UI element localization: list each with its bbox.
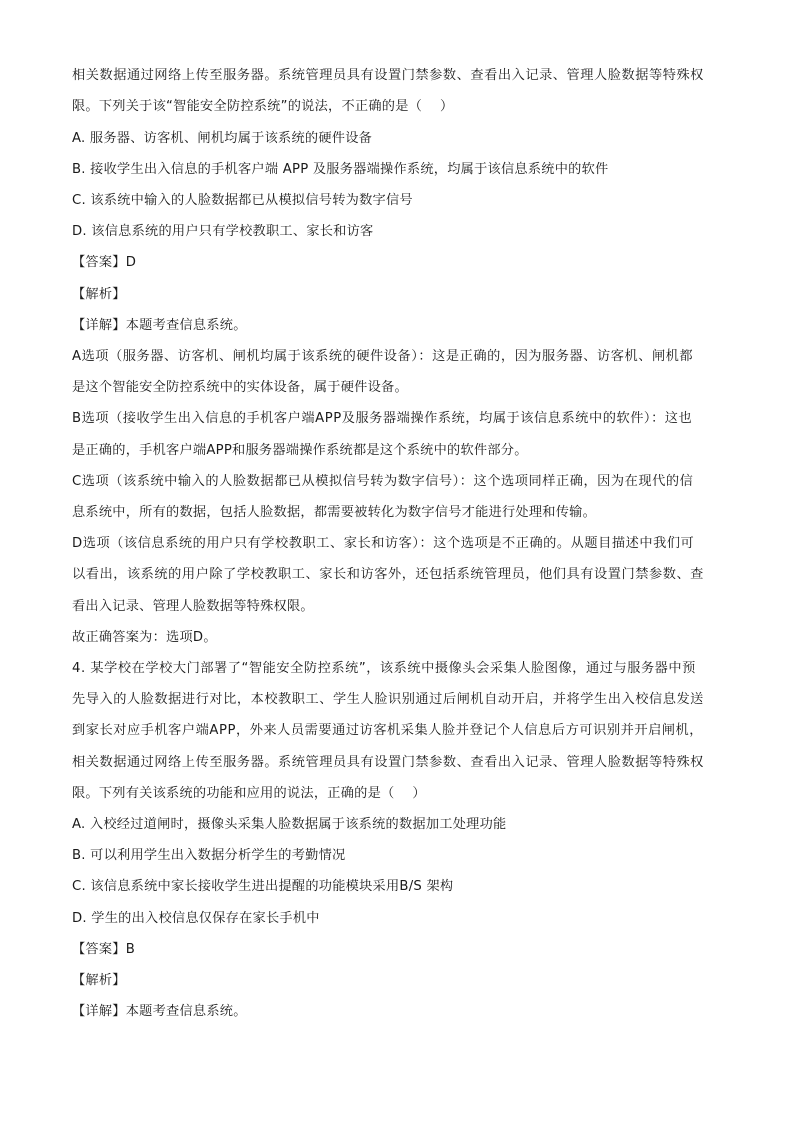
option-line: D. 该信息系统的用户只有学校教职工、家长和访客 <box>72 224 374 239</box>
text-line: 是正确的，手机客户端APP和服务器端操作系统都是这个系统中的软件部分。 <box>72 443 528 458</box>
option-line: B. 可以利用学生出入数据分析学生的考勤情况 <box>72 848 346 863</box>
text-line: 以看出，该系统的用户除了学校教职工、家长和访客外，还包括系统管理员，他们具有设置门禁参数、查 <box>72 567 704 582</box>
text-line: D选项（该信息系统的用户只有学校教职工、家长和访客）：这个选项是不正确的。从题目描述中我们可 <box>72 536 695 551</box>
text-line: 限。下列关于该“智能安全防控系统”的说法，不正确的是（ ） <box>72 99 454 114</box>
option-line: C. 该信息系统中家长接收学生进出提醒的功能模块采用B/S 架构 <box>72 879 454 894</box>
text-line: 相关数据通过网络上传至服务器。系统管理员具有设置门禁参数、查看出入记录、管理人脸数据等特殊权 <box>72 68 704 83</box>
text-line: A选项（服务器、访客机、闸机均属于该系统的硬件设备）：这是正确的，因为服务器、访客机、闸机都 <box>72 349 694 364</box>
analysis-label: 【解析】 <box>72 287 126 302</box>
detail-line: 【详解】本题考查信息系统。 <box>72 318 247 333</box>
question-line: 相关数据通过网络上传至服务器。系统管理员具有设置门禁参数、查看出入记录、管理人脸数据等特殊权 <box>72 755 704 770</box>
text-line: 故正确答案为：选项D。 <box>72 630 217 645</box>
question-line: 到家长对应手机客户端APP，外来人员需要通过访客机采集人脸并登记个人信息后方可识别并开启闸机， <box>72 723 704 738</box>
option-line: A. 入校经过道闸时，摄像头采集人脸数据属于该系统的数据加工处理功能 <box>72 817 507 832</box>
question-line: 先导入的人脸数据进行对比，本校教职工、学生人脸识别通过后闸机自动开启，并将学生出入校信息发送 <box>72 692 704 707</box>
question-line: 4. 某学校在学校大门部署了“智能安全防控系统”，该系统中摄像头会采集人脸图像，通过与服务器中预 <box>72 661 696 676</box>
answer-label: 【答案】B <box>72 942 136 957</box>
text-line: 看出入记录、管理人脸数据等特殊权限。 <box>72 599 314 614</box>
option-line: A. 服务器、访客机、闸机均属于该系统的硬件设备 <box>72 131 373 146</box>
text-line: 是这个智能安全防控系统中的实体设备，属于硬件设备。 <box>72 380 408 395</box>
option-line: D. 学生的出入校信息仅保存在家长手机中 <box>72 911 320 926</box>
option-line: C. 该系统中输入的人脸数据都已从模拟信号转为数字信号 <box>72 193 413 208</box>
text-line: 息系统中，所有的数据，包括人脸数据，都需要被转化为数字信号才能进行处理和传输。 <box>72 505 597 520</box>
question-line: 限。下列有关该系统的功能和应用的说法，正确的是（ ） <box>72 786 426 801</box>
analysis-label: 【解析】 <box>72 973 126 988</box>
detail-line: 【详解】本题考查信息系统。 <box>72 1004 247 1019</box>
text-line: C选项（该系统中输入的人脸数据都已从模拟信号转为数字信号）：这个选项同样正确，因为在现代的信 <box>72 474 694 489</box>
option-line: B. 接收学生出入信息的手机客户端 APP 及服务器端操作系统，均属于该信息系统中的软件 <box>72 162 609 177</box>
answer-label: 【答案】D <box>72 255 137 270</box>
text-line: B选项（接收学生出入信息的手机客户端APP及服务器端操作系统，均属于该信息系统中的软件）：这也 <box>72 411 693 426</box>
